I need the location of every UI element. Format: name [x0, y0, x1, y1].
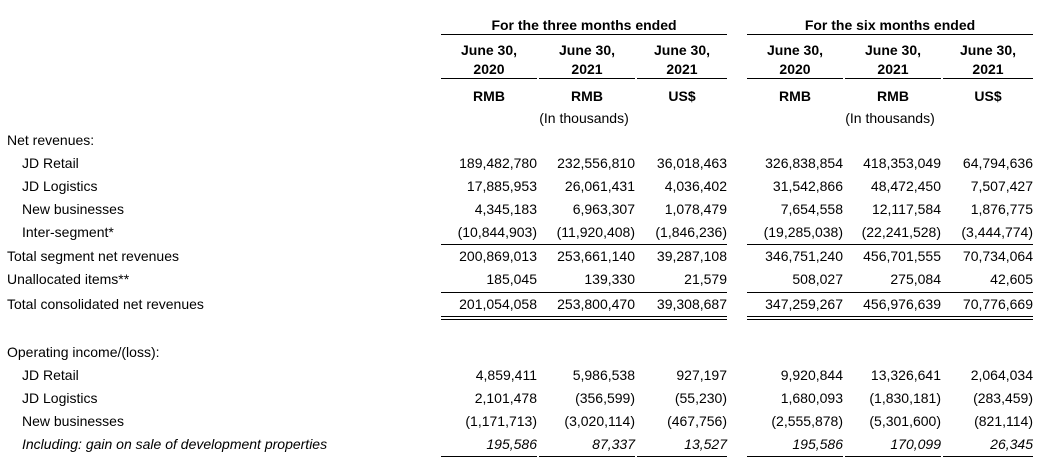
row-label: Net revenues: — [7, 132, 95, 148]
value-cell: 42,605 — [990, 271, 1033, 287]
bottom-rule — [539, 456, 635, 457]
col-header-currency: US$ — [974, 88, 1002, 104]
value-cell: 7,507,427 — [970, 178, 1033, 194]
value-cell: 232,556,810 — [557, 155, 635, 171]
value-cell: 253,800,470 — [557, 296, 635, 312]
bottom-rule — [441, 456, 537, 457]
row-label: New businesses — [22, 201, 124, 217]
value-cell: (55,230) — [674, 390, 727, 406]
value-cell: (821,114) — [974, 413, 1033, 429]
table-row — [0, 175, 1054, 198]
row-label: Inter-segment* — [22, 224, 114, 240]
total-double-rule — [441, 316, 727, 320]
col-header-date: June 30, — [653, 42, 711, 58]
value-cell: 1,078,479 — [664, 201, 727, 217]
col-header-currency: US$ — [668, 88, 696, 104]
table-row — [0, 245, 1054, 268]
value-cell: 200,869,013 — [459, 248, 537, 264]
bottom-rule — [845, 456, 941, 457]
bottom-rule — [943, 456, 1033, 457]
col-header-year: 2021 — [539, 60, 635, 79]
value-cell: 201,054,058 — [459, 296, 537, 312]
col-header-year: 2021 — [845, 60, 941, 79]
value-cell: 64,794,636 — [962, 155, 1033, 171]
row-label: JD Logistics — [22, 390, 98, 406]
value-cell: (11,920,408) — [556, 224, 635, 240]
value-cell: 418,353,049 — [863, 155, 941, 171]
table-row — [0, 387, 1054, 410]
units-note: (In thousands) — [845, 110, 935, 126]
value-cell: (1,846,236) — [655, 224, 727, 240]
value-cell: 189,482,780 — [459, 155, 537, 171]
value-cell: 275,084 — [890, 271, 941, 287]
table-row — [0, 364, 1054, 387]
table-row — [0, 410, 1054, 433]
value-cell: 195,586 — [486, 436, 537, 452]
value-cell: 21,579 — [684, 271, 727, 287]
value-cell: 6,963,307 — [572, 201, 635, 217]
col-header-date: June 30, — [460, 42, 518, 58]
value-cell: 326,838,854 — [765, 155, 843, 171]
value-cell: 2,064,034 — [970, 367, 1033, 383]
col-header-currency: RMB — [473, 88, 505, 104]
row-label: Including: gain on sale of development properties — [22, 436, 328, 452]
value-cell: (19,285,038) — [763, 224, 843, 240]
group-header-three-months: For the three months ended — [441, 16, 727, 35]
value-cell: (3,444,774) — [961, 224, 1033, 240]
value-cell: 927,197 — [676, 367, 727, 383]
row-label: JD Logistics — [22, 178, 98, 194]
value-cell: (356,599) — [575, 390, 635, 406]
value-cell: 36,018,463 — [656, 155, 727, 171]
value-cell: 39,308,687 — [656, 296, 727, 312]
table-row — [0, 268, 1054, 291]
col-header-date: June 30, — [864, 42, 922, 58]
value-cell: 456,976,639 — [863, 296, 941, 312]
col-header-year: 2021 — [637, 60, 727, 79]
col-header-year: 2020 — [441, 60, 537, 79]
bottom-rule — [747, 456, 843, 457]
col-header-date: June 30, — [766, 42, 824, 58]
col-header-year: 2021 — [943, 60, 1033, 79]
table-row — [0, 198, 1054, 221]
value-cell: 13,527 — [684, 436, 727, 452]
value-cell: 9,920,844 — [780, 367, 843, 383]
value-cell: (22,241,528) — [861, 224, 941, 240]
row-label: Unallocated items** — [7, 271, 130, 287]
value-cell: 70,734,064 — [962, 248, 1033, 264]
value-cell: 4,345,183 — [474, 201, 537, 217]
value-cell: 346,751,240 — [765, 248, 843, 264]
value-cell: 31,542,866 — [772, 178, 843, 194]
value-cell: 39,287,108 — [656, 248, 727, 264]
section-header-operating-income — [0, 341, 1054, 364]
value-cell: 170,099 — [890, 436, 941, 452]
col-header-currency: RMB — [877, 88, 909, 104]
value-cell: 4,859,411 — [475, 367, 537, 383]
value-cell: 26,345 — [990, 436, 1033, 452]
value-cell: 17,885,953 — [466, 178, 537, 194]
col-header-date: June 30, — [959, 42, 1017, 58]
value-cell: 5,986,538 — [572, 367, 635, 383]
value-cell: (5,301,600) — [869, 413, 941, 429]
value-cell: 87,337 — [592, 436, 635, 452]
row-label: JD Retail — [22, 367, 79, 383]
total-double-rule — [747, 316, 1033, 320]
col-header-currency: RMB — [779, 88, 811, 104]
value-cell: 4,036,402 — [664, 178, 727, 194]
value-cell: 48,472,450 — [870, 178, 941, 194]
value-cell: 26,061,431 — [564, 178, 635, 194]
value-cell: 1,876,775 — [970, 201, 1033, 217]
value-cell: 70,776,669 — [962, 296, 1033, 312]
row-label: Total segment net revenues — [7, 248, 179, 264]
value-cell: (2,555,878) — [771, 413, 843, 429]
group-header-six-months: For the six months ended — [747, 16, 1033, 35]
value-cell: 347,259,267 — [765, 296, 843, 312]
row-label: JD Retail — [22, 155, 79, 171]
value-cell: (1,830,181) — [869, 390, 941, 406]
value-cell: (10,844,903) — [457, 224, 537, 240]
table-row — [0, 433, 1054, 456]
value-cell: 185,045 — [486, 271, 537, 287]
value-cell: 456,701,555 — [863, 248, 941, 264]
table-row — [0, 221, 1054, 244]
section-header-net-revenues — [0, 129, 1054, 152]
table-row-total — [0, 293, 1054, 316]
value-cell: 508,027 — [792, 271, 843, 287]
value-cell: 7,654,558 — [780, 201, 843, 217]
col-header-year: 2020 — [747, 60, 843, 79]
row-label: New businesses — [22, 413, 124, 429]
value-cell: 253,661,140 — [557, 248, 635, 264]
col-header-date: June 30, — [558, 42, 616, 58]
value-cell: 1,680,093 — [780, 390, 843, 406]
table-row — [0, 152, 1054, 175]
col-header-currency: RMB — [571, 88, 603, 104]
value-cell: 2,101,478 — [474, 390, 537, 406]
units-note: (In thousands) — [539, 110, 629, 126]
value-cell: (467,756) — [667, 413, 727, 429]
value-cell: 139,330 — [584, 271, 635, 287]
value-cell: 13,326,641 — [870, 367, 941, 383]
value-cell: (283,459) — [973, 390, 1033, 406]
row-label: Total consolidated net revenues — [7, 296, 204, 312]
value-cell: 195,586 — [792, 436, 843, 452]
row-label: Operating income/(loss): — [7, 344, 160, 360]
value-cell: 12,117,584 — [871, 201, 941, 217]
bottom-rule — [637, 456, 727, 457]
value-cell: (3,020,114) — [564, 413, 635, 429]
value-cell: (1,171,713) — [465, 413, 537, 429]
